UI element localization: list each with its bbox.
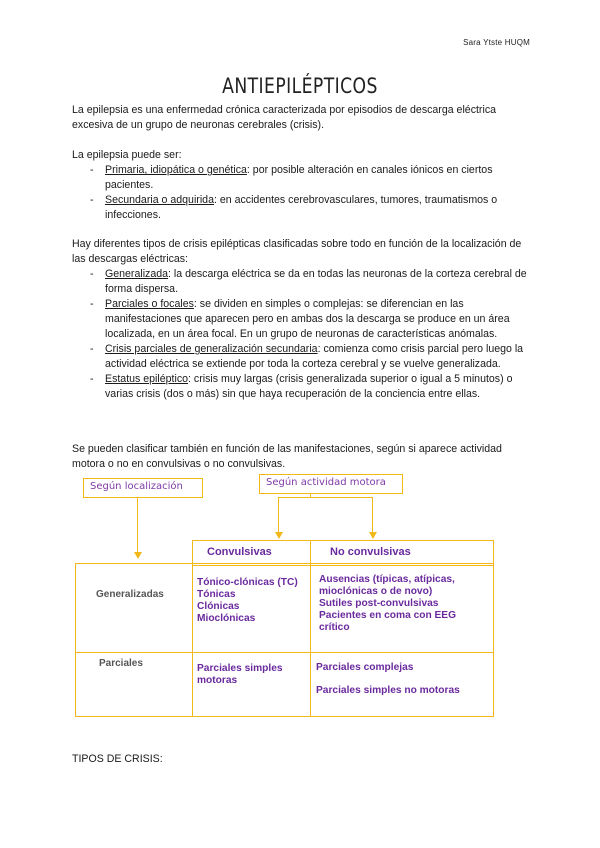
location-arrow-head [134, 552, 142, 559]
row-generalized: Generalizadas [96, 589, 164, 600]
motor-label-box [259, 474, 403, 494]
list-item: Clónicas [197, 601, 240, 612]
list-item: Sutiles post-convulsivas [319, 598, 439, 609]
nonconvulsive-arrow-line [372, 497, 373, 533]
row-header-divider [192, 563, 193, 716]
list-item: Mioclónicas [197, 613, 256, 624]
list-item: - Generalizada: la descarga eléctrica se da en todas las neuronas de la corteza cerebral de forma dispersa. [90, 268, 527, 295]
list-item: motoras [197, 675, 238, 686]
list-item: Tónico-clónicas (TC) [197, 577, 298, 588]
convulsive-arrow-head [275, 532, 283, 539]
par-convulsive-cell [197, 663, 283, 687]
motor-branch-line [278, 497, 373, 498]
list-item: - Parciales o focales: se dividen en simples o complejas: se diferencian en las manifestaciones que aparecen pero en ambas dos la descarga se produce en un área localizada, en un área focal. En un grupo de neuronas de características anómalas. [90, 298, 510, 340]
list-term: Parciales o focales [105, 298, 194, 310]
list-text: : comienza como crisis parcial pero luego la actividad eléctrica se extiende por toda la corteza cerebral y se vuelve generalizada. [105, 343, 524, 370]
location-label: Según localización [90, 481, 183, 492]
list-term: Crisis parciales de generalización secundaria [105, 343, 318, 355]
list-item: - Crisis parciales de generalización secundaria: comienza como crisis parcial pero luego la actividad eléctrica se extiende por toda la corteza cerebral y se vuelve generalizada. [90, 343, 524, 370]
list-term: Estatus epiléptico [105, 373, 189, 385]
list-item: Pacientes en coma con EEG [319, 610, 457, 621]
intro-paragraph: La epilepsia es una enfermedad crónica caracterizada por episodios de descarga eléctrica excesiva de un grupo de neuronas cerebrales (crisis). [72, 104, 497, 131]
location-arrow-line [137, 498, 138, 552]
gen-convulsive-cell [197, 577, 298, 625]
list-text: : por posible alteración en canales iónicos en ciertos pacientes. [105, 164, 493, 191]
list-item: - Primaria, idiopática o genética: por posible alteración en canales iónicos en ciertos pacientes. [90, 164, 493, 191]
location-label-box [83, 478, 203, 498]
convulsive-arrow-line [278, 497, 279, 533]
list-text: : se dividen en simples o complejas: se diferencian en las manifestaciones que aparecen pero en ambas dos la descarga se produce en un área localizada, en un área focal. En un grupo de neuronas de características anómalas. [105, 298, 510, 340]
list-term: Primaria, idiopática o genética [105, 164, 247, 176]
col-nonconvulsive: No convulsivas [330, 546, 411, 558]
author-name: Sara Ytste HUQM [463, 38, 530, 47]
list-text: : la descarga eléctrica se da en todas las neuronas de la corteza cerebral de forma dispersa. [105, 268, 527, 295]
list-item: Ausencias (típicas, atípicas, [319, 574, 455, 585]
types-heading: TIPOS DE CRISIS: [72, 753, 163, 765]
list-term: Secundaria o adquirida [105, 194, 214, 206]
list-term: Generalizada [105, 268, 169, 280]
page-title: ANTIEPILÉPTICOS [222, 74, 378, 98]
par-nonconvulsive-1: Parciales complejas [316, 662, 414, 673]
motor-label: Según actividad motora [266, 477, 386, 488]
motor-stem-line [310, 493, 311, 498]
list-item: Parciales simples [197, 663, 283, 674]
list-item: mioclónicas o de novo) [319, 586, 433, 597]
list-text: : en accidentes cerebrovasculares, tumores, traumatismos o infecciones. [105, 194, 498, 221]
par-nonconvulsive-2: Parciales simples no motoras [316, 685, 460, 696]
list-item: - Secundaria o adquirida: en accidentes cerebrovasculares, tumores, traumatismos o infecciones. [90, 194, 498, 221]
crisis-intro: Hay diferentes tipos de crisis epilépticas clasificadas sobre todo en función de la localización de las descargas eléctricas: [72, 238, 522, 265]
nonconvulsive-arrow-head [369, 532, 377, 539]
classify-paragraph: Se pueden clasificar también en función de las manifestaciones, según si aparece actividad motora o no en convulsivas o no convulsivas. [72, 443, 502, 470]
row-partial: Parciales [99, 658, 143, 669]
list-item: crítico [319, 622, 350, 633]
gen-nonconvulsive-cell [319, 574, 456, 634]
col-convulsive: Convulsivas [207, 546, 272, 558]
list-item: Tónicas [197, 589, 236, 600]
list-text: : crisis muy largas (crisis generalizada superior o igual a 5 minutos) o varias crisis (dos o más) sin que haya recuperación de la conciencia entre ellas. [105, 373, 513, 400]
row-divider [75, 652, 494, 653]
list-item: - Estatus epiléptico: crisis muy largas (crisis generalizada superior o igual a 5 minutos) o varias crisis (dos o más) sin que haya recuperación de la conciencia entre ellas. [90, 373, 513, 400]
types-intro: La epilepsia puede ser: [72, 149, 182, 161]
